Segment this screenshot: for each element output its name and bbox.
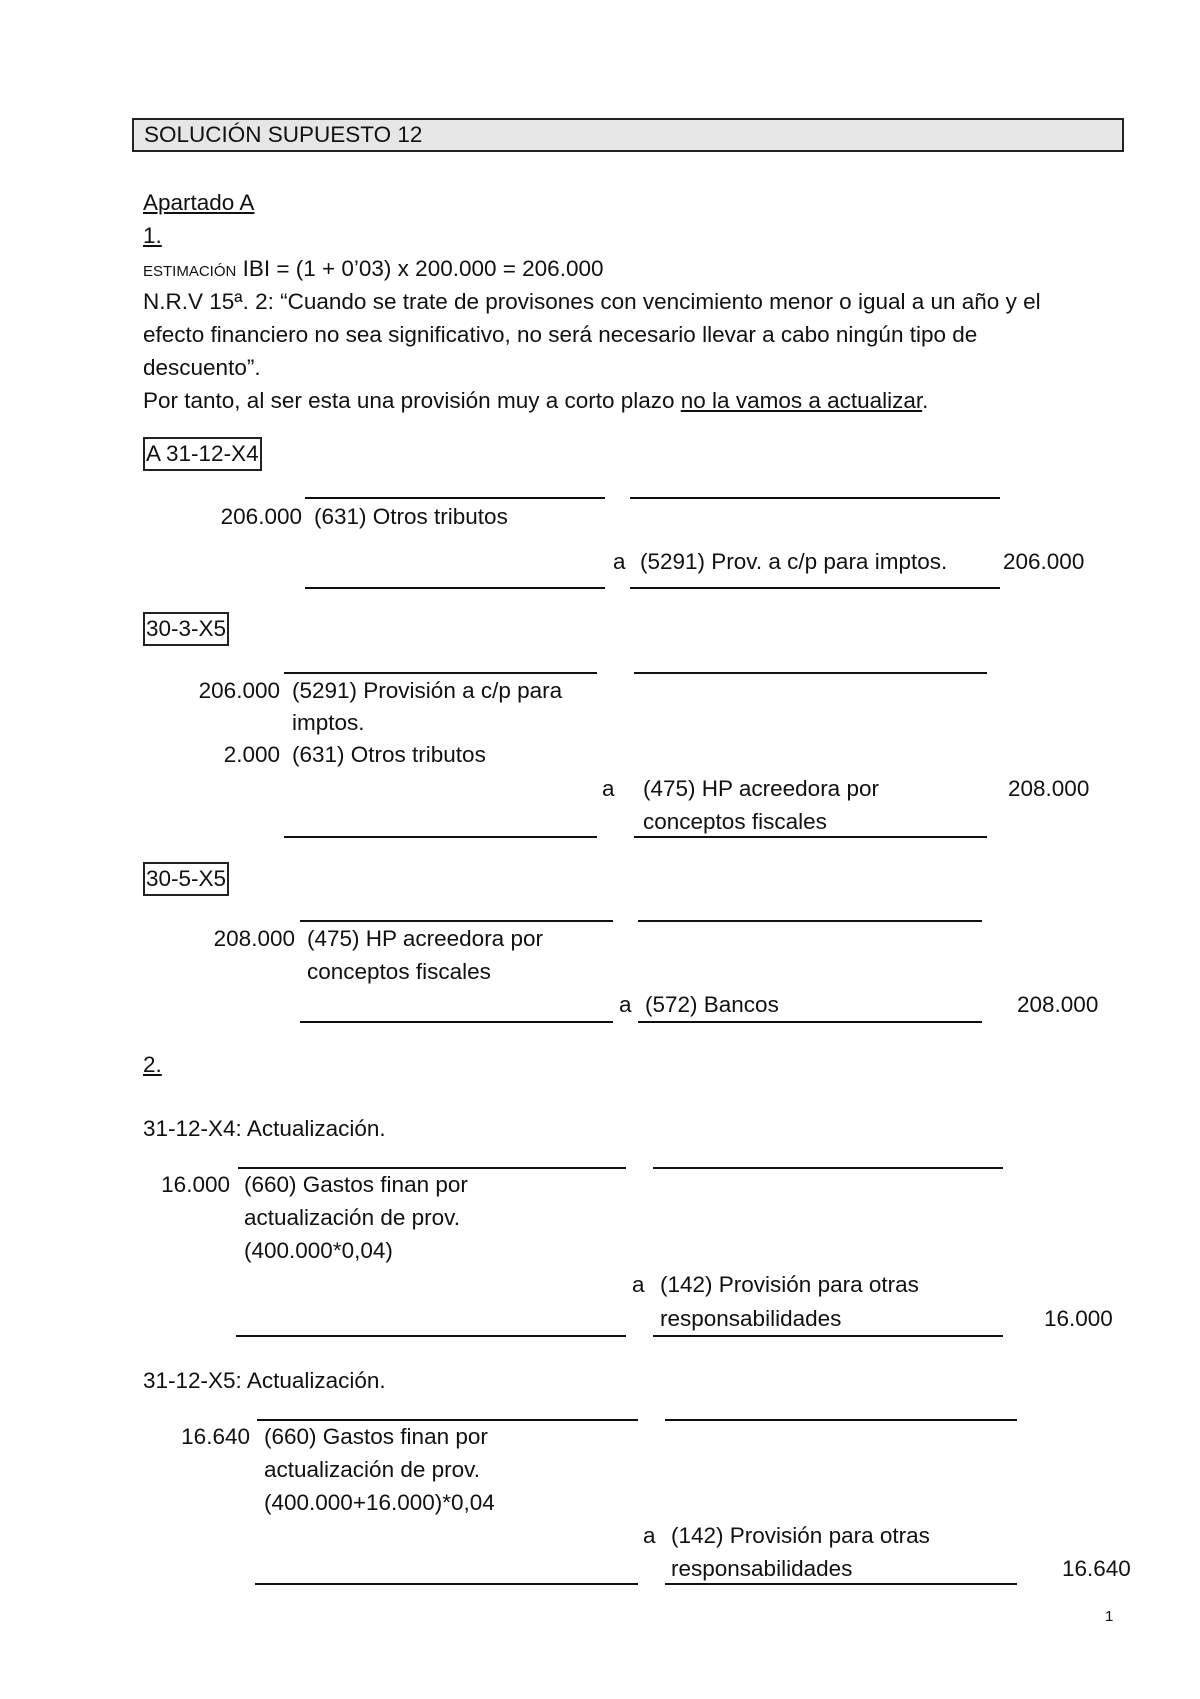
entry3-credit-amount: 208.000 (1017, 992, 1099, 1017)
entry2-debit2-account: (631) Otros tributos (292, 742, 486, 767)
entry2-debit1-amount: 206.000 (198, 678, 280, 703)
entry5-a: a (643, 1523, 656, 1548)
entry3-debit-amount: 208.000 (213, 926, 295, 951)
entry5-debit-bottom-rule (255, 1583, 638, 1585)
entry5-credit-account-line2: responsabilidades (671, 1556, 853, 1581)
entry3-debit-account-line2: conceptos fiscales (307, 959, 491, 984)
entry4-debit-account-line2: actualización de prov. (244, 1205, 460, 1230)
entry4-title: 31-12-X4: Actualización. (143, 1116, 386, 1141)
entry2-credit-amount: 208.000 (1008, 776, 1090, 801)
entry2-debit2-amount: 2.000 (223, 742, 280, 767)
entry5-credit-bottom-rule (665, 1583, 1017, 1585)
entry1-debit-top-rule (305, 497, 605, 499)
entry4-debit-account-line3: (400.000*0,04) (244, 1238, 393, 1263)
document-title: SOLUCIÓN SUPUESTO 12 (132, 118, 1124, 152)
entry2-date: 30-3-X5 (143, 612, 229, 646)
estimation-line (143, 252, 604, 288)
entry1-debit-account: (631) Otros tributos (314, 504, 508, 529)
entry5-credit-account-line1: (142) Provisión para otras (671, 1523, 930, 1548)
entry3-debit-bottom-rule (300, 1021, 613, 1023)
entry2-credit-account-line1: (475) HP acreedora por (643, 776, 879, 801)
entry2-credit-top-rule (634, 672, 987, 674)
entry5-debit-account-line3: (400.000+16.000)*0,04 (264, 1490, 495, 1515)
entry1-credit-amount: 206.000 (1003, 549, 1085, 574)
entry1-credit-account: (5291) Prov. a c/p para imptos. (640, 549, 948, 574)
entry4-a: a (632, 1272, 645, 1297)
entry1-debit-amount: 206.000 (220, 504, 302, 529)
conclusion-text: Por tanto, al ser esta una provisión muy a corto plazo (143, 388, 681, 413)
entry1-a: a (613, 549, 626, 574)
conclusion-emphasis: no la vamos a actualizar (680, 388, 923, 413)
item-number-1: 1. (143, 223, 162, 248)
entry5-title: 31-12-X5: Actualización. (143, 1368, 386, 1393)
estimation-formula: IBI = (1 + 0’03) x 200.000 = 206.000 (236, 256, 604, 281)
entry4-credit-amount: 16.000 (1044, 1306, 1113, 1331)
entry2-debit1-account-line1: (5291) Provisión a c/p para (292, 678, 563, 703)
section-heading: Apartado A (143, 190, 255, 215)
entry5-debit-account-line2: actualización de prov. (264, 1457, 480, 1482)
entry3-debit-account-line1: (475) HP acreedora por (307, 926, 543, 951)
entry2-credit-bottom-rule (634, 836, 987, 838)
entry4-debit-account-line1: (660) Gastos finan por (244, 1172, 468, 1197)
entry5-debit-amount: 16.640 (181, 1424, 250, 1449)
entry3-credit-account: (572) Bancos (645, 992, 779, 1017)
conclusion-end: . (922, 388, 929, 413)
entry4-debit-bottom-rule (236, 1335, 626, 1337)
entry3-date: 30-5-X5 (143, 862, 229, 896)
nrv-line-1: N.R.V 15ª. 2: “Cuando se trate de provisones con vencimiento menor o igual a un año y el (143, 289, 1041, 314)
entry4-credit-account-line2: responsabilidades (660, 1306, 842, 1331)
conclusion-line (143, 384, 928, 417)
item-number-2: 2. (143, 1052, 162, 1077)
entry2-debit-bottom-rule (284, 836, 597, 838)
entry1-date: A 31-12-X4 (143, 437, 262, 471)
entry5-credit-amount: 16.640 (1062, 1556, 1131, 1581)
entry4-credit-top-rule (653, 1167, 1003, 1169)
estimation-label: ESTIMACIÓN (143, 263, 237, 280)
page-number: 1 (1105, 1608, 1114, 1625)
entry4-credit-bottom-rule (653, 1335, 1003, 1337)
nrv-line-2: efecto financiero no sea significativo, no será necesario llevar a cabo ningún tipo de (143, 322, 978, 347)
entry2-a: a (602, 776, 615, 801)
entry2-debit1-account-line2: imptos. (292, 710, 365, 735)
entry5-credit-top-rule (665, 1419, 1017, 1421)
entry2-credit-account-line2: conceptos fiscales (643, 809, 827, 834)
entry3-credit-top-rule (638, 920, 982, 922)
entry3-a: a (619, 992, 632, 1017)
nrv-line-3: descuento”. (143, 355, 261, 380)
entry1-credit-top-rule (630, 497, 1000, 499)
entry1-credit-bottom-rule (630, 587, 1000, 589)
entry3-credit-bottom-rule (638, 1021, 982, 1023)
entry4-credit-account-line1: (142) Provisión para otras (660, 1272, 919, 1297)
entry1-debit-bottom-rule (305, 587, 605, 589)
entry5-debit-account-line1: (660) Gastos finan por (264, 1424, 488, 1449)
entry4-debit-amount: 16.000 (161, 1172, 230, 1197)
